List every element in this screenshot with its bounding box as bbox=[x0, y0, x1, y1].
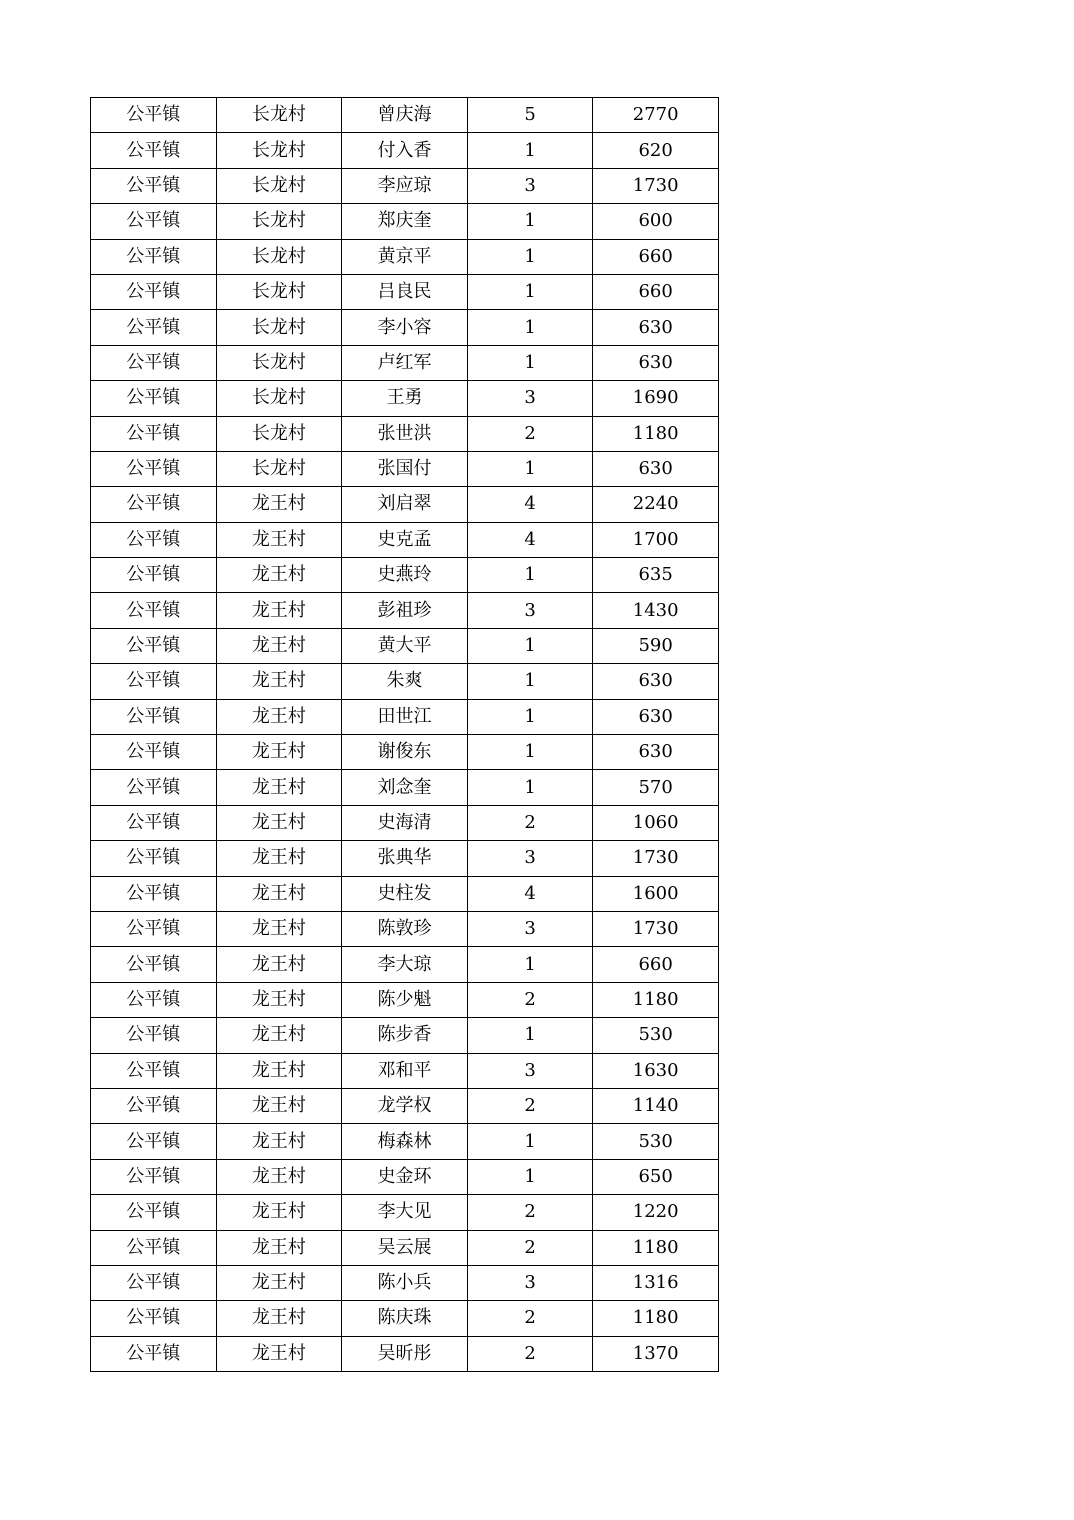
table-row bbox=[91, 805, 719, 840]
count-cell: 3 bbox=[467, 1265, 593, 1300]
table-row bbox=[91, 558, 719, 593]
amount-cell: 630 bbox=[593, 310, 719, 345]
count-cell: 1 bbox=[467, 133, 593, 168]
amount-cell: 630 bbox=[593, 699, 719, 734]
amount-cell: 1140 bbox=[593, 1088, 719, 1123]
amount-cell: 1180 bbox=[593, 1301, 719, 1336]
town-cell: 公平镇 bbox=[91, 98, 217, 133]
name-cell: 李大见 bbox=[342, 1195, 468, 1230]
count-cell: 2 bbox=[467, 1088, 593, 1123]
amount-cell: 570 bbox=[593, 770, 719, 805]
village-cell: 龙王村 bbox=[216, 1053, 342, 1088]
name-cell: 付入香 bbox=[342, 133, 468, 168]
amount-cell: 1316 bbox=[593, 1265, 719, 1300]
town-cell: 公平镇 bbox=[91, 416, 217, 451]
count-cell: 3 bbox=[467, 911, 593, 946]
name-cell: 李应琼 bbox=[342, 168, 468, 203]
table-row bbox=[91, 381, 719, 416]
count-cell: 4 bbox=[467, 876, 593, 911]
name-cell: 吕良民 bbox=[342, 274, 468, 309]
count-cell: 1 bbox=[467, 947, 593, 982]
amount-cell: 530 bbox=[593, 1018, 719, 1053]
town-cell: 公平镇 bbox=[91, 1336, 217, 1371]
village-cell: 长龙村 bbox=[216, 416, 342, 451]
village-cell: 龙王村 bbox=[216, 876, 342, 911]
amount-cell: 530 bbox=[593, 1124, 719, 1159]
name-cell: 朱爽 bbox=[342, 664, 468, 699]
amount-cell: 660 bbox=[593, 239, 719, 274]
table-row bbox=[91, 133, 719, 168]
table-row bbox=[91, 982, 719, 1017]
amount-cell: 600 bbox=[593, 204, 719, 239]
name-cell: 卢红军 bbox=[342, 345, 468, 380]
town-cell: 公平镇 bbox=[91, 982, 217, 1017]
town-cell: 公平镇 bbox=[91, 1124, 217, 1159]
count-cell: 1 bbox=[467, 451, 593, 486]
name-cell: 谢俊东 bbox=[342, 735, 468, 770]
amount-cell: 630 bbox=[593, 451, 719, 486]
name-cell: 史海清 bbox=[342, 805, 468, 840]
town-cell: 公平镇 bbox=[91, 1088, 217, 1123]
table-row bbox=[91, 239, 719, 274]
count-cell: 3 bbox=[467, 593, 593, 628]
town-cell: 公平镇 bbox=[91, 1053, 217, 1088]
count-cell: 2 bbox=[467, 805, 593, 840]
village-cell: 龙王村 bbox=[216, 487, 342, 522]
amount-cell: 2240 bbox=[593, 487, 719, 522]
village-cell: 龙王村 bbox=[216, 522, 342, 557]
town-cell: 公平镇 bbox=[91, 1265, 217, 1300]
village-cell: 龙王村 bbox=[216, 1195, 342, 1230]
count-cell: 4 bbox=[467, 522, 593, 557]
count-cell: 1 bbox=[467, 735, 593, 770]
name-cell: 史燕玲 bbox=[342, 558, 468, 593]
count-cell: 1 bbox=[467, 664, 593, 699]
name-cell: 史柱发 bbox=[342, 876, 468, 911]
village-cell: 龙王村 bbox=[216, 1336, 342, 1371]
name-cell: 黄京平 bbox=[342, 239, 468, 274]
count-cell: 1 bbox=[467, 1018, 593, 1053]
count-cell: 1 bbox=[467, 310, 593, 345]
town-cell: 公平镇 bbox=[91, 381, 217, 416]
count-cell: 2 bbox=[467, 1230, 593, 1265]
table-row bbox=[91, 416, 719, 451]
town-cell: 公平镇 bbox=[91, 699, 217, 734]
name-cell: 张典华 bbox=[342, 841, 468, 876]
town-cell: 公平镇 bbox=[91, 876, 217, 911]
name-cell: 李大琼 bbox=[342, 947, 468, 982]
town-cell: 公平镇 bbox=[91, 451, 217, 486]
table-row bbox=[91, 522, 719, 557]
town-cell: 公平镇 bbox=[91, 947, 217, 982]
amount-cell: 635 bbox=[593, 558, 719, 593]
town-cell: 公平镇 bbox=[91, 664, 217, 699]
name-cell: 李小容 bbox=[342, 310, 468, 345]
table-row bbox=[91, 451, 719, 486]
table-row bbox=[91, 593, 719, 628]
amount-cell: 1180 bbox=[593, 982, 719, 1017]
town-cell: 公平镇 bbox=[91, 1195, 217, 1230]
name-cell: 吴云展 bbox=[342, 1230, 468, 1265]
amount-cell: 630 bbox=[593, 345, 719, 380]
table-row bbox=[91, 274, 719, 309]
table-row bbox=[91, 1018, 719, 1053]
name-cell: 彭祖珍 bbox=[342, 593, 468, 628]
name-cell: 陈少魁 bbox=[342, 982, 468, 1017]
table-row bbox=[91, 770, 719, 805]
name-cell: 郑庆奎 bbox=[342, 204, 468, 239]
village-cell: 龙王村 bbox=[216, 911, 342, 946]
village-cell: 长龙村 bbox=[216, 274, 342, 309]
town-cell: 公平镇 bbox=[91, 841, 217, 876]
name-cell: 龙学权 bbox=[342, 1088, 468, 1123]
count-cell: 2 bbox=[467, 1195, 593, 1230]
table-row bbox=[91, 911, 719, 946]
name-cell: 曾庆海 bbox=[342, 98, 468, 133]
town-cell: 公平镇 bbox=[91, 310, 217, 345]
count-cell: 1 bbox=[467, 239, 593, 274]
name-cell: 陈步香 bbox=[342, 1018, 468, 1053]
count-cell: 1 bbox=[467, 1159, 593, 1194]
table-row bbox=[91, 1230, 719, 1265]
amount-cell: 620 bbox=[593, 133, 719, 168]
amount-cell: 1220 bbox=[593, 1195, 719, 1230]
count-cell: 1 bbox=[467, 345, 593, 380]
count-cell: 3 bbox=[467, 1053, 593, 1088]
name-cell: 史克孟 bbox=[342, 522, 468, 557]
table-row bbox=[91, 1301, 719, 1336]
town-cell: 公平镇 bbox=[91, 558, 217, 593]
village-cell: 龙王村 bbox=[216, 664, 342, 699]
count-cell: 1 bbox=[467, 558, 593, 593]
amount-cell: 1730 bbox=[593, 168, 719, 203]
town-cell: 公平镇 bbox=[91, 1230, 217, 1265]
name-cell: 黄大平 bbox=[342, 628, 468, 663]
count-cell: 3 bbox=[467, 168, 593, 203]
village-cell: 龙王村 bbox=[216, 947, 342, 982]
count-cell: 3 bbox=[467, 841, 593, 876]
town-cell: 公平镇 bbox=[91, 168, 217, 203]
village-cell: 长龙村 bbox=[216, 133, 342, 168]
count-cell: 1 bbox=[467, 770, 593, 805]
town-cell: 公平镇 bbox=[91, 1159, 217, 1194]
village-cell: 龙王村 bbox=[216, 735, 342, 770]
village-cell: 长龙村 bbox=[216, 168, 342, 203]
name-cell: 陈庆珠 bbox=[342, 1301, 468, 1336]
village-cell: 龙王村 bbox=[216, 1230, 342, 1265]
town-cell: 公平镇 bbox=[91, 133, 217, 168]
table-row bbox=[91, 735, 719, 770]
count-cell: 2 bbox=[467, 982, 593, 1017]
town-cell: 公平镇 bbox=[91, 345, 217, 380]
table-row bbox=[91, 1124, 719, 1159]
amount-cell: 630 bbox=[593, 664, 719, 699]
name-cell: 邓和平 bbox=[342, 1053, 468, 1088]
table-row bbox=[91, 1195, 719, 1230]
village-cell: 长龙村 bbox=[216, 381, 342, 416]
town-cell: 公平镇 bbox=[91, 805, 217, 840]
name-cell: 刘念奎 bbox=[342, 770, 468, 805]
amount-cell: 1060 bbox=[593, 805, 719, 840]
name-cell: 王勇 bbox=[342, 381, 468, 416]
amount-cell: 1730 bbox=[593, 841, 719, 876]
count-cell: 5 bbox=[467, 98, 593, 133]
name-cell: 陈敦珍 bbox=[342, 911, 468, 946]
village-cell: 龙王村 bbox=[216, 628, 342, 663]
count-cell: 4 bbox=[467, 487, 593, 522]
village-cell: 龙王村 bbox=[216, 1159, 342, 1194]
count-cell: 1 bbox=[467, 628, 593, 663]
amount-cell: 1430 bbox=[593, 593, 719, 628]
village-cell: 龙王村 bbox=[216, 805, 342, 840]
name-cell: 史金环 bbox=[342, 1159, 468, 1194]
table-row bbox=[91, 1088, 719, 1123]
village-cell: 长龙村 bbox=[216, 310, 342, 345]
town-cell: 公平镇 bbox=[91, 239, 217, 274]
name-cell: 陈小兵 bbox=[342, 1265, 468, 1300]
table-row bbox=[91, 204, 719, 239]
name-cell: 刘启翠 bbox=[342, 487, 468, 522]
data-table bbox=[90, 97, 719, 1372]
village-cell: 龙王村 bbox=[216, 1301, 342, 1336]
amount-cell: 630 bbox=[593, 735, 719, 770]
village-cell: 龙王村 bbox=[216, 770, 342, 805]
amount-cell: 1700 bbox=[593, 522, 719, 557]
table-row bbox=[91, 947, 719, 982]
town-cell: 公平镇 bbox=[91, 735, 217, 770]
amount-cell: 2770 bbox=[593, 98, 719, 133]
village-cell: 龙王村 bbox=[216, 1265, 342, 1300]
town-cell: 公平镇 bbox=[91, 487, 217, 522]
village-cell: 龙王村 bbox=[216, 1018, 342, 1053]
name-cell: 吴昕彤 bbox=[342, 1336, 468, 1371]
village-cell: 长龙村 bbox=[216, 204, 342, 239]
count-cell: 1 bbox=[467, 204, 593, 239]
amount-cell: 650 bbox=[593, 1159, 719, 1194]
town-cell: 公平镇 bbox=[91, 911, 217, 946]
table-body bbox=[91, 98, 719, 1372]
amount-cell: 590 bbox=[593, 628, 719, 663]
village-cell: 龙王村 bbox=[216, 593, 342, 628]
amount-cell: 1690 bbox=[593, 381, 719, 416]
amount-cell: 1730 bbox=[593, 911, 719, 946]
name-cell: 田世江 bbox=[342, 699, 468, 734]
amount-cell: 1180 bbox=[593, 416, 719, 451]
table-row bbox=[91, 1265, 719, 1300]
name-cell: 梅森林 bbox=[342, 1124, 468, 1159]
village-cell: 长龙村 bbox=[216, 239, 342, 274]
name-cell: 张国付 bbox=[342, 451, 468, 486]
table-row bbox=[91, 1336, 719, 1371]
village-cell: 龙王村 bbox=[216, 699, 342, 734]
table-row bbox=[91, 487, 719, 522]
count-cell: 1 bbox=[467, 699, 593, 734]
table-row bbox=[91, 628, 719, 663]
village-cell: 龙王村 bbox=[216, 982, 342, 1017]
town-cell: 公平镇 bbox=[91, 628, 217, 663]
village-cell: 龙王村 bbox=[216, 841, 342, 876]
table-row bbox=[91, 345, 719, 380]
village-cell: 长龙村 bbox=[216, 451, 342, 486]
village-cell: 长龙村 bbox=[216, 98, 342, 133]
count-cell: 1 bbox=[467, 274, 593, 309]
table-row bbox=[91, 98, 719, 133]
village-cell: 长龙村 bbox=[216, 345, 342, 380]
table-row bbox=[91, 664, 719, 699]
village-cell: 龙王村 bbox=[216, 558, 342, 593]
town-cell: 公平镇 bbox=[91, 1018, 217, 1053]
town-cell: 公平镇 bbox=[91, 274, 217, 309]
amount-cell: 660 bbox=[593, 274, 719, 309]
amount-cell: 1600 bbox=[593, 876, 719, 911]
count-cell: 2 bbox=[467, 416, 593, 451]
amount-cell: 660 bbox=[593, 947, 719, 982]
town-cell: 公平镇 bbox=[91, 770, 217, 805]
village-cell: 龙王村 bbox=[216, 1088, 342, 1123]
table-row bbox=[91, 699, 719, 734]
town-cell: 公平镇 bbox=[91, 204, 217, 239]
count-cell: 2 bbox=[467, 1301, 593, 1336]
town-cell: 公平镇 bbox=[91, 593, 217, 628]
count-cell: 2 bbox=[467, 1336, 593, 1371]
table-row bbox=[91, 876, 719, 911]
name-cell: 张世洪 bbox=[342, 416, 468, 451]
town-cell: 公平镇 bbox=[91, 1301, 217, 1336]
amount-cell: 1180 bbox=[593, 1230, 719, 1265]
table-row bbox=[91, 168, 719, 203]
count-cell: 1 bbox=[467, 1124, 593, 1159]
table-row bbox=[91, 310, 719, 345]
town-cell: 公平镇 bbox=[91, 522, 217, 557]
count-cell: 3 bbox=[467, 381, 593, 416]
table-row bbox=[91, 1053, 719, 1088]
amount-cell: 1630 bbox=[593, 1053, 719, 1088]
amount-cell: 1370 bbox=[593, 1336, 719, 1371]
table-row bbox=[91, 841, 719, 876]
village-cell: 龙王村 bbox=[216, 1124, 342, 1159]
table-row bbox=[91, 1159, 719, 1194]
